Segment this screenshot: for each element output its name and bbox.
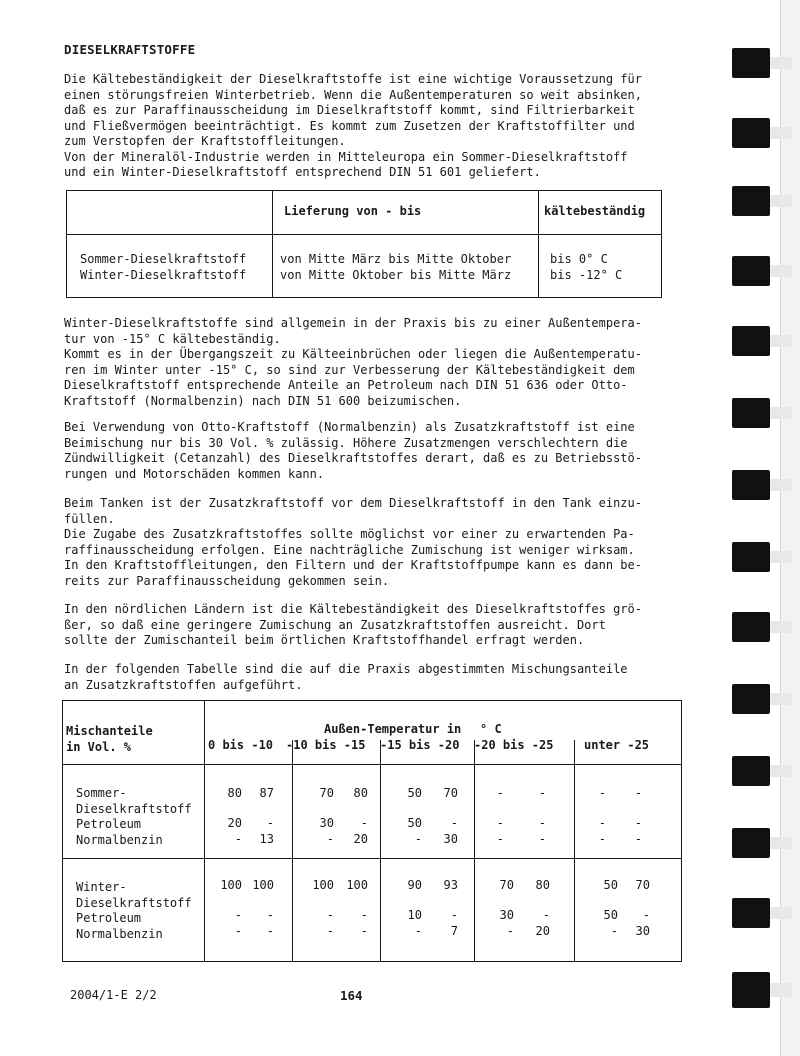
cell: - <box>642 908 650 922</box>
binding-ring <box>732 898 770 928</box>
cell: - <box>598 786 606 800</box>
cell: 100 <box>252 878 274 892</box>
cell: 70 <box>319 786 334 800</box>
cell: - <box>266 816 274 830</box>
cell: 80 <box>535 878 550 892</box>
cell: - <box>234 924 242 938</box>
cell: - <box>506 924 514 938</box>
supply-table <box>66 190 662 298</box>
cell: - <box>414 832 422 846</box>
cell: - <box>450 908 458 922</box>
binding-ring <box>732 470 770 500</box>
cell: - <box>414 924 422 938</box>
cell: - <box>234 908 242 922</box>
cell: 20 <box>227 816 242 830</box>
cell: 30 <box>319 816 334 830</box>
binding-ring <box>732 326 770 356</box>
binding-ring <box>732 542 770 572</box>
cell: - <box>542 908 550 922</box>
cold-resistance-values: bis 0° C bis -12° C <box>550 252 623 282</box>
cell: 70 <box>635 878 650 892</box>
cell: - <box>360 924 368 938</box>
page-number: 164 <box>340 988 363 1003</box>
binding-ring <box>732 398 770 428</box>
header-kaltebestandig: kältebeständig <box>544 204 646 218</box>
cell: 50 <box>603 878 618 892</box>
fuel-type-names: Sommer-Dieselkraftstoff Winter-Dieselkraftstoff <box>80 252 247 282</box>
cell: 70 <box>499 878 514 892</box>
cell: 20 <box>535 924 550 938</box>
cell: 80 <box>227 786 242 800</box>
cell: - <box>326 832 334 846</box>
binding-ring <box>732 186 770 216</box>
cell: 10 <box>407 908 422 922</box>
supply-periods: von Mitte März bis Mitte Oktober von Mitte Oktober bis Mitte März <box>280 252 512 282</box>
winter-row-labels: Winter- Dieselkraftstoff Petroleum Normalbenzin <box>76 880 192 941</box>
cell: - <box>234 832 242 846</box>
col-header: 0 bis -10 <box>208 738 274 752</box>
col-header: -20 bis -25 <box>474 738 554 752</box>
cell: - <box>538 816 546 830</box>
cell: 30 <box>443 832 458 846</box>
cell: 50 <box>603 908 618 922</box>
cell: - <box>634 786 642 800</box>
paragraph-intro: Die Kältebeständigkeit der Dieselkraftstoffe ist eine wichtige Voraussetzung für einen störungsfreien Winterbetrieb. Wenn die Außentemperaturen so weit absinken, daß es zur Paraffinausscheidung im Dieselkraftstoff kommt, sind Filtrierbarkeit und Fließvermögen beeinträchtigt. Es kommt zum Zusetzen der Kraftstoffilter und zum Verstopfen der Kraftstoffleitungen. Von der Mineralöl-Industrie werden in Mitteleuropa ein Sommer-Dieselkraftstoff und ein Winter-Dieselkraftstoff entsprechend DIN 51 601 geliefert. <box>64 72 642 179</box>
cell: - <box>598 832 606 846</box>
cell: - <box>326 908 334 922</box>
cell: - <box>538 786 546 800</box>
cell: - <box>266 908 274 922</box>
page-edge <box>780 0 800 1056</box>
sommer-row-labels: Sommer- Dieselkraftstoff Petroleum Normalbenzin <box>76 786 192 847</box>
col-header: -10 bis -15 <box>286 738 366 752</box>
cell: - <box>496 786 504 800</box>
cell: 30 <box>635 924 650 938</box>
cell: 100 <box>346 878 368 892</box>
col-header: unter -25 <box>584 738 650 752</box>
binding-ring <box>732 972 770 1008</box>
cell: - <box>326 924 334 938</box>
spiral-binding <box>722 0 800 1056</box>
cell: - <box>496 816 504 830</box>
paragraph-otto: Bei Verwendung von Otto-Kraftstoff (Normalbenzin) als Zusatzkraftstoff ist eine Beimischung nur bis 30 Vol. % zulässig. Höhere Zusatzmengen verschlechtern die Zündwilligkeit (Cetanzahl) des Dieselkraftstoffes derart, daß es zu Betriebsstö- rungen und Motorschäden kommen kann. <box>64 420 642 481</box>
document-code: 2004/1-E 2/2 <box>70 988 157 1002</box>
cell: 90 <box>407 878 422 892</box>
col-header: -15 bis -20 <box>380 738 460 752</box>
cell: 13 <box>259 832 274 846</box>
binding-ring <box>732 756 770 786</box>
cell: - <box>538 832 546 846</box>
cell: 80 <box>353 786 368 800</box>
paragraph-tanken: Beim Tanken ist der Zusatzkraftstoff vor dem Dieselkraftstoff in den Tank einzu- füllen. Die Zugabe des Zusatzkraftstoffes sollte möglichst vor einer zu erwartenden Pa- raffinausscheidung erfolgen. Eine nachträgliche Zumischung ist weniger wirksam. In den Kraftstoffleitungen, den Filtern und der Kraftstoffpumpe kann es dann be- reits zur Paraffinausscheidung gekommen sein. <box>64 496 642 588</box>
cell: 87 <box>259 786 274 800</box>
header-temperature-b: ° C <box>480 722 502 736</box>
header-temperature-a: Außen-Temperatur in <box>324 722 462 736</box>
cell: - <box>450 816 458 830</box>
cell: 100 <box>312 878 334 892</box>
cell: - <box>634 816 642 830</box>
cell: - <box>266 924 274 938</box>
binding-ring <box>732 48 770 78</box>
cell: - <box>360 816 368 830</box>
cell: 93 <box>443 878 458 892</box>
cell: 70 <box>443 786 458 800</box>
binding-ring <box>732 256 770 286</box>
cell: - <box>360 908 368 922</box>
binding-ring <box>732 118 770 148</box>
cell: 100 <box>220 878 242 892</box>
cell: 20 <box>353 832 368 846</box>
cell: - <box>610 924 618 938</box>
binding-ring <box>732 828 770 858</box>
cell: - <box>598 816 606 830</box>
paragraph-winter: Winter-Dieselkraftstoffe sind allgemein in der Praxis bis zu einer Außentempera- tur von -15° C kältebeständig. Kommt es in der Übergangszeit zu Kälteeinbrüchen oder liegen die Außentemperatu- ren im Winter unter -15° C, so sind zur Verbesserung der Kältebeständigkeit dem Dieselkraftstoff entsprechende Anteile an Petroleum nach DIN 51 636 oder Otto- Kraftstoff (Normalbenzin) nach DIN 51 600 beizumischen. <box>64 316 642 408</box>
page-title: DIESELKRAFTSTOFFE <box>64 42 196 57</box>
cell: 50 <box>407 816 422 830</box>
cell: 50 <box>407 786 422 800</box>
header-lieferung: Lieferung von - bis <box>284 204 422 218</box>
paragraph-nordic: In den nördlichen Ländern ist die Kältebeständigkeit des Dieselkraftstoffes grö- ßer, so daß eine geringere Zumischung an Zusatzkraftstoffen ausreicht. Dort sollte der Zumischanteil beim örtlichen Kraftstoffhandel erfragt werden. <box>64 602 642 647</box>
cell: - <box>496 832 504 846</box>
binding-ring <box>732 612 770 642</box>
cell: 7 <box>450 924 458 938</box>
header-mischanteile: Mischanteile in Vol. % <box>66 724 153 754</box>
cell: 30 <box>499 908 514 922</box>
binding-ring <box>732 684 770 714</box>
mixing-table <box>62 700 682 962</box>
cell: - <box>634 832 642 846</box>
paragraph-table-intro: In der folgenden Tabelle sind die auf die Praxis abgestimmten Mischungsanteile an Zusatzkraftstoffen aufgeführt. <box>64 662 628 692</box>
